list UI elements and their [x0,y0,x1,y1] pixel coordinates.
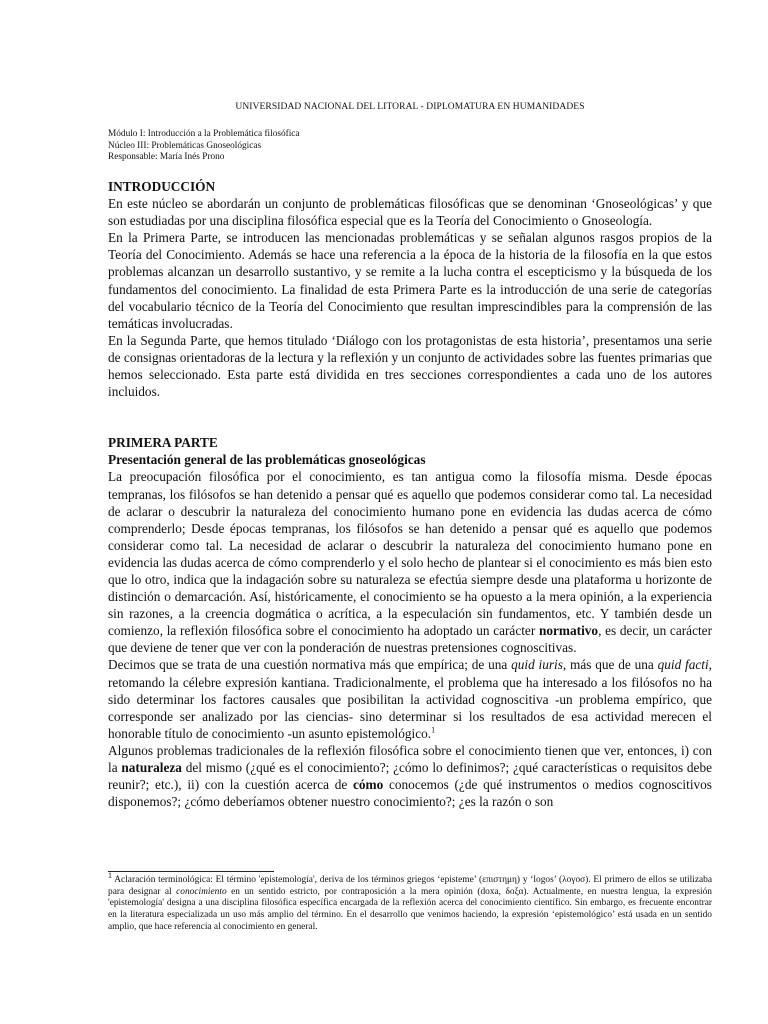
responsable-line: Responsable: María Inés Prono [108,152,225,163]
document-header: UNIVERSIDAD NACIONAL DEL LITORAL - DIPLOMATURA EN HUMANIDADES [235,102,585,112]
primera-p2-text-c: , retomando la célebre expresión kantiana. Tradicionalmente, el problema que ha interesado a los filósofos no ha sido determinar los factores causales que posibilitan la actividad cognoscitiva -un problema empírico, que corresponde ser analizado por las ciencias- sino determinar si los resultados de esa actividad merecen el honorable título de conocimiento -un asunto epistemológico. [108,657,712,741]
footnote-italic: conocimiento [176,886,227,897]
document-body [108,178,712,810]
primera-p3-text-b: del mismo (¿qué es el conocimiento?; ¿cómo lo definimos?; ¿qué características o requisitos debe reunir?; etc.), ii) con la cuestión acerca de [108,760,713,793]
primera-p1-text-b: , es decir, un carácter que deviene de tener que ver con la ponderación de nuestras pretensiones cognoscitivas. [108,623,712,656]
primera-p3-bold-1: naturaleza [121,760,182,775]
intro-paragraph-3: En la Segunda Parte, que hemos titulado ‘Diálogo con los protagonistas de esta historia’, presentamos una serie de consignas orientadoras de la lectura y la reflexión y un conjunto de actividades sobre las fuentes primarias que hemos seleccionado. Esta parte está dividida en tres secciones correspondientes a cada uno de los autores incluidos. [108,332,712,400]
footnote-separator [108,871,274,872]
primera-p3-bold-2: cómo [352,777,384,793]
primera-p3-text-a: Algunos problemas tradicionales de la reflexión filosófica sobre el conocimiento tienen que ver, entonces, i) con la [108,742,712,775]
course-metadata [108,129,300,164]
footnote-number: 1 [108,870,112,880]
intro-paragraph-2: En la Primera Parte, se introducen las mencionadas problemáticas y se señalan algunos rasgos propios de la Teoría del Conocimiento. Además se hace una referencia a la época de la historia de la filosofía en la que estos problemas alcanzan un desarrollo sustantivo, y se remite a la lucha contra el escepticismo y la búsqueda de los fundamentos del conocimiento. La finalidad de esta Primera Parte es la introducción de una serie de categorías del vocabulario técnico de la Teoría del Conocimiento que resultan imprescindibles para la comprensión de las temáticas involucradas. [108,230,712,331]
primera-paragraph-3 [108,742,712,810]
footnote-text-a: Aclaración terminológica: El término 'epistemología', deriva de los términos griegos ‘episteme’ (επιστημη) y ‘logos’ (λογοσ). El primero de ellos se utilizaba para designar al [108,875,712,897]
intro-paragraph-1: En este núcleo se abordarán un conjunto de problemáticas filosóficas que se denominan ‘Gnoseológicas’ y que son estudiadas por una disciplina filosófica especial que es la Teoría del Conocimiento o Gnoseología. [108,196,712,229]
primera-p2-text-b: , más que de una [562,657,658,673]
primera-paragraph-2 [108,656,712,741]
primera-parte-heading: PRIMERA PARTE [108,435,218,451]
primera-p1-bold: normativo [538,623,599,639]
primera-p2-text-a: Decimos que se trata de una cuestión normativa más que empírica; de una [108,657,512,673]
modulo-line: Módulo I: Introducción a la Problemática filosófica [108,129,300,139]
nucleo-line: Núcleo III: Problemáticas Gnoseológicas [108,140,262,151]
primera-p2-italic-2: quid facti [657,657,709,673]
primera-parte-subheading: Presentación general de las problemáticas gnoseológicas [108,452,426,468]
primera-p3-text-c: conocemos (¿de qué instrumentos o medios cognoscitivos disponemos?; ¿cómo deberíamos obtener nuestro conocimiento?; ¿es la razón o son [108,777,712,810]
footnote-text-b: en un sentido estricto, por contraposición a la mera opinión (doxa, δοξα). Actualmente, en nuestra lengua, la expresión 'epistemología' designa a una disciplina filosófica específica encargada de la reflexión acerca del conocimiento científico. Sin embargo, es frecuente encontrar en la literatura especializada un uso más amplio del término. En el desarrollo que venimos haciendo, la expresión ‘epistemológico’ está usada en un sentido amplio, que hace referencia al conocimiento en general. [108,886,712,932]
footnote-ref[interactable]: 1 [431,725,436,735]
section-gap [108,400,712,434]
footnote [108,870,712,934]
primera-p1-text-a: La preocupación filosófica por el conocimiento, es tan antigua como la filosofía misma. Desde épocas tempranas, los filósofos se han detenido a pensar qué es aquello que podemos considerar como tal. La necesidad de aclarar o descubrir la naturaleza del conocimiento humano pone en evidencia las dudas acerca de cómo comprenderlo; Desde épocas tempranas, los filósofos se han detenido a pensar qué es aquello que podemos considerar como tal. La necesidad de aclarar o descubrir la naturaleza del conocimiento humano pone en evidencia las dudas acerca de cómo comprenderlo y el solo hecho de plantear si el conocimiento es más bien esto que lo otro, indica que la indagación sobre su naturaleza se efectúa siempre desde una plataforma u horizonte de distinción o demarcación. Así, históricamente, el conocimiento se ha opuesto a la mera opinión, a la experiencia sin razones, a la creencia dogmática o acrítica, a la especulación sin fundamentos, etc. Y también desde un comienzo, la reflexión filosófica sobre el conocimiento ha adoptado un carácter [108,469,712,639]
intro-heading: INTRODUCCIÓN [108,179,216,194]
primera-paragraph-1 [108,468,712,656]
primera-p2-italic-1: quid iuris [511,657,563,673]
